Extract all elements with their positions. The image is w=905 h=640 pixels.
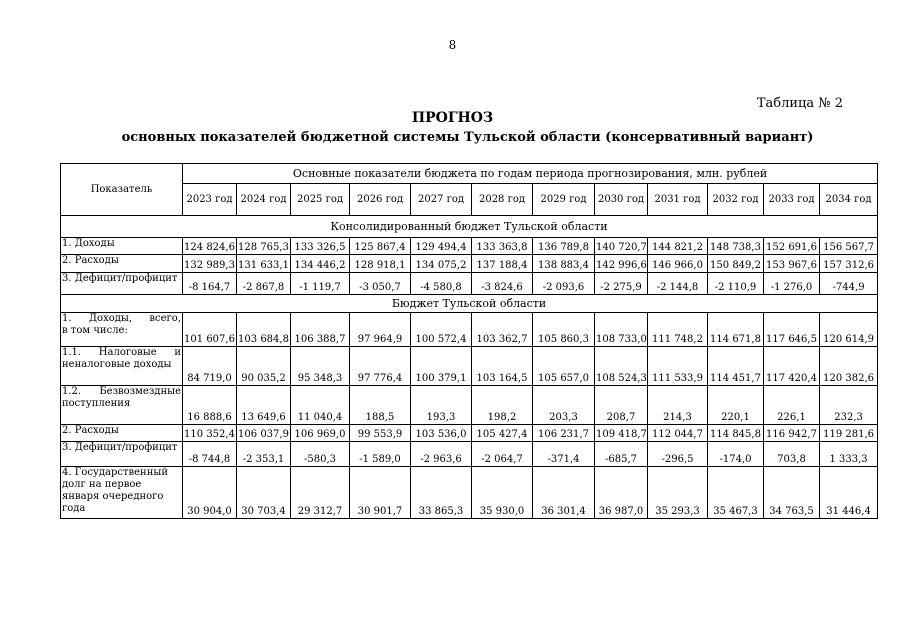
row-label-word: Доходы,	[88, 313, 133, 324]
value-cell: -174,0	[708, 442, 764, 467]
section-row	[61, 295, 878, 313]
value-cell: -4 580,8	[411, 273, 472, 295]
value-cell: 136 789,8	[533, 238, 595, 255]
value-cell: 152 691,6	[764, 238, 820, 255]
row-label-line: 4. Государственный	[62, 467, 169, 478]
value-cell: 35 930,0	[472, 467, 533, 519]
value-cell: 108 524,3	[595, 347, 648, 386]
value-cell: 188,5	[350, 386, 411, 425]
value-cell: -685,7	[595, 442, 648, 467]
year-header: 2029 год	[533, 184, 595, 216]
document-title: ПРОГНОЗ	[411, 110, 494, 126]
row-label-line: долг на первое	[62, 479, 142, 490]
year-header: 2033 год	[764, 184, 820, 216]
value-cell: 125 867,4	[350, 238, 411, 255]
value-cell: 103 684,8	[237, 313, 291, 347]
value-cell: 148 738,3	[708, 238, 764, 255]
row-label: 3. Дефицит/профицит	[61, 442, 183, 467]
value-cell: 114 845,8	[708, 425, 764, 442]
value-cell: -1 589,0	[350, 442, 411, 467]
value-cell: 198,2	[472, 386, 533, 425]
year-header: 2025 год	[291, 184, 350, 216]
value-cell: 232,3	[820, 386, 878, 425]
table-row	[61, 238, 878, 255]
value-cell: 116 942,7	[764, 425, 820, 442]
row-label-word: 1.2.	[62, 386, 82, 397]
value-cell: 100 572,4	[411, 313, 472, 347]
value-cell: 100 379,1	[411, 347, 472, 386]
value-cell: -3 824,6	[472, 273, 533, 295]
row-label	[61, 313, 183, 347]
forecast-table	[60, 163, 878, 519]
table-row	[61, 442, 878, 467]
value-cell: 11 040,4	[291, 386, 350, 425]
row-label-word: и	[174, 347, 181, 358]
value-cell: 35 293,3	[648, 467, 708, 519]
value-cell: 33 865,3	[411, 467, 472, 519]
value-cell: -2 963,6	[411, 442, 472, 467]
value-cell: 131 633,1	[237, 255, 291, 273]
value-cell: -2 093,6	[533, 273, 595, 295]
group-header: Основные показатели бюджета по годам периода прогнозирования, млн. рублей	[183, 164, 878, 184]
header-row	[61, 164, 878, 184]
value-cell: 105 657,0	[533, 347, 595, 386]
value-cell: 193,3	[411, 386, 472, 425]
value-cell: 36 987,0	[595, 467, 648, 519]
value-cell: 153 967,6	[764, 255, 820, 273]
value-cell: -2 064,7	[472, 442, 533, 467]
value-cell: 117 646,5	[764, 313, 820, 347]
year-header: 2026 год	[350, 184, 411, 216]
value-cell: -8 744,8	[183, 442, 237, 467]
value-cell: 101 607,6	[183, 313, 237, 347]
row-label	[61, 347, 183, 386]
row-label: 2. Расходы	[61, 255, 183, 273]
value-cell: 31 446,4	[820, 467, 878, 519]
value-cell: -1 276,0	[764, 273, 820, 295]
value-cell: 156 567,7	[820, 238, 878, 255]
row-label-word: Налоговые	[98, 347, 157, 358]
row-label-line: поступления	[62, 398, 131, 409]
value-cell: 109 418,7	[595, 425, 648, 442]
row-label: 3. Дефицит/профицит	[61, 273, 183, 295]
value-cell: 29 312,7	[291, 467, 350, 519]
value-cell: -2 144,8	[648, 273, 708, 295]
value-cell: 226,1	[764, 386, 820, 425]
value-cell: 36 301,4	[533, 467, 595, 519]
value-cell: -744,9	[820, 273, 878, 295]
value-cell: 144 821,2	[648, 238, 708, 255]
year-header: 2030 год	[595, 184, 648, 216]
value-cell: 119 281,6	[820, 425, 878, 442]
row-label-word: всего,	[149, 313, 181, 324]
value-cell: 106 037,9	[237, 425, 291, 442]
year-header: 2032 год	[708, 184, 764, 216]
years-row	[61, 184, 878, 216]
section-title: Бюджет Тульской области	[61, 295, 878, 313]
value-cell: -2 867,8	[237, 273, 291, 295]
value-cell: 208,7	[595, 386, 648, 425]
value-cell: 103 536,0	[411, 425, 472, 442]
value-cell: 106 388,7	[291, 313, 350, 347]
value-cell: -3 050,7	[350, 273, 411, 295]
value-cell: 120 614,9	[820, 313, 878, 347]
value-cell: 112 044,7	[648, 425, 708, 442]
value-cell: 97 964,9	[350, 313, 411, 347]
value-cell: 35 467,3	[708, 467, 764, 519]
value-cell: -296,5	[648, 442, 708, 467]
value-cell: 128 918,1	[350, 255, 411, 273]
value-cell: 120 382,6	[820, 347, 878, 386]
value-cell: 214,3	[648, 386, 708, 425]
value-cell: 97 776,4	[350, 347, 411, 386]
table-number: Таблица № 2	[756, 96, 843, 111]
value-cell: 103 164,5	[472, 347, 533, 386]
value-cell: 142 996,6	[595, 255, 648, 273]
value-cell: 30 904,0	[183, 467, 237, 519]
value-cell: 95 348,3	[291, 347, 350, 386]
row-label	[61, 386, 183, 425]
value-cell: 114 671,8	[708, 313, 764, 347]
table-row	[61, 425, 878, 442]
table-row	[61, 467, 878, 519]
value-cell: -1 119,7	[291, 273, 350, 295]
value-cell: 110 352,4	[183, 425, 237, 442]
value-cell: 13 649,6	[237, 386, 291, 425]
value-cell: -2 353,1	[237, 442, 291, 467]
value-cell: 34 763,5	[764, 467, 820, 519]
year-header: 2031 год	[648, 184, 708, 216]
page-number: 8	[448, 38, 457, 52]
value-cell: 137 188,4	[472, 255, 533, 273]
year-header: 2027 год	[411, 184, 472, 216]
document-subtitle: основных показателей бюджетной системы Тульской области (консервативный вариант)	[121, 130, 814, 145]
value-cell: 111 533,9	[648, 347, 708, 386]
value-cell: -2 110,9	[708, 273, 764, 295]
table-row	[61, 313, 878, 347]
value-cell: 99 553,9	[350, 425, 411, 442]
value-cell: 90 035,2	[237, 347, 291, 386]
value-cell: 114 451,7	[708, 347, 764, 386]
value-cell: 106 231,7	[533, 425, 595, 442]
value-cell: 203,3	[533, 386, 595, 425]
value-cell: 111 748,2	[648, 313, 708, 347]
row-label-line: неналоговые доходы	[62, 359, 172, 370]
value-cell: 128 765,3	[237, 238, 291, 255]
value-cell: 133 326,5	[291, 238, 350, 255]
year-header: 2028 год	[472, 184, 533, 216]
indicator-header: Показатель	[61, 164, 183, 216]
value-cell: 140 720,7	[595, 238, 648, 255]
value-cell: 30 703,4	[237, 467, 291, 519]
value-cell: 84 719,0	[183, 347, 237, 386]
section-row	[61, 216, 878, 238]
row-label-line: года	[62, 503, 86, 514]
table-row	[61, 255, 878, 273]
value-cell: -371,4	[533, 442, 595, 467]
value-cell: 134 446,2	[291, 255, 350, 273]
value-cell: 129 494,4	[411, 238, 472, 255]
value-cell: 106 969,0	[291, 425, 350, 442]
year-header: 2024 год	[237, 184, 291, 216]
value-cell: 16 888,6	[183, 386, 237, 425]
row-label-line: января очередного	[62, 491, 164, 502]
row-label: 2. Расходы	[61, 425, 183, 442]
value-cell: -2 275,9	[595, 273, 648, 295]
year-header: 2023 год	[183, 184, 237, 216]
table-row	[61, 386, 878, 425]
value-cell: -8 164,7	[183, 273, 237, 295]
value-cell: 150 849,2	[708, 255, 764, 273]
value-cell: 108 733,0	[595, 313, 648, 347]
value-cell: 105 860,3	[533, 313, 595, 347]
row-label	[61, 467, 183, 519]
value-cell: 133 363,8	[472, 238, 533, 255]
value-cell: -580,3	[291, 442, 350, 467]
value-cell: 220,1	[708, 386, 764, 425]
value-cell: 703,8	[764, 442, 820, 467]
row-label-word: Безвозмездные	[99, 386, 181, 397]
value-cell: 134 075,2	[411, 255, 472, 273]
value-cell: 103 362,7	[472, 313, 533, 347]
table-row	[61, 273, 878, 295]
table-row	[61, 347, 878, 386]
value-cell: 124 824,6	[183, 238, 237, 255]
value-cell: 105 427,4	[472, 425, 533, 442]
row-label-word: 1.1.	[62, 347, 82, 358]
row-label-word: 1.	[62, 313, 72, 324]
value-cell: 138 883,4	[533, 255, 595, 273]
row-label: 1. Доходы	[61, 238, 183, 255]
value-cell: 132 989,3	[183, 255, 237, 273]
value-cell: 146 966,0	[648, 255, 708, 273]
section-title: Консолидированный бюджет Тульской области	[61, 216, 878, 238]
value-cell: 117 420,4	[764, 347, 820, 386]
value-cell: 157 312,6	[820, 255, 878, 273]
value-cell: 1 333,3	[820, 442, 878, 467]
year-header: 2034 год	[820, 184, 878, 216]
value-cell: 30 901,7	[350, 467, 411, 519]
row-label-line: в том числе:	[62, 325, 128, 336]
